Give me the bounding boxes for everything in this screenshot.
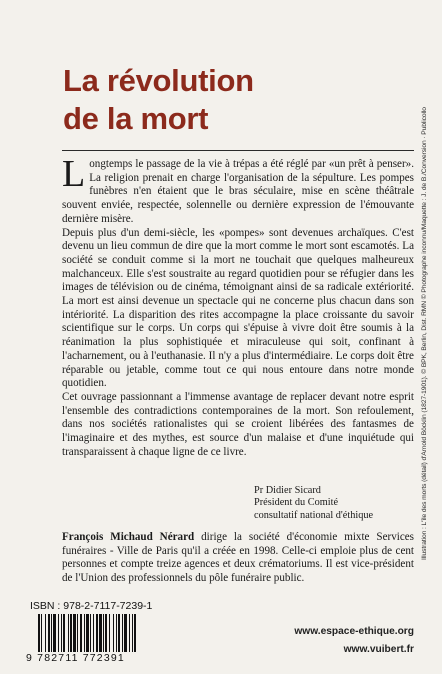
illustration-credits: Illustration : L'île des morts (détail) d'Arnold Böcklin (1827-1901). © BPK, Berlin, Dist. RMN © Photographe inconnu/Maquette : J. de B./Conversion · Publicollo <box>421 107 428 560</box>
drop-cap: L <box>62 153 86 195</box>
website-espace-ethique[interactable]: www.espace-ethique.org <box>294 626 414 637</box>
book-title <box>63 62 254 138</box>
title-line-1: La révolution <box>63 63 254 98</box>
barcode-image <box>26 614 166 654</box>
preface-signature <box>254 485 373 522</box>
barcode-number: 9 782711 772391 <box>26 652 125 664</box>
isbn: ISBN : 978-2-7117-7239-1 <box>30 600 153 612</box>
paragraph-2: Depuis plus d'un demi-siècle, les «pompes» sont devenues archaïques. C'est devenu un lieu commun de dire que la mort comme le mort sont escamotés. La société se conduit comme si la mort ne touchait que quelques malheureux malchanceux. Elle s'est soustraite au regard quotidien pour se réfugier dans les images de télévision ou de cinéma, témoignant ainsi de sa radicale extériorité. La mort est ainsi devenue un spectacle qui ne concerne plus chacun dans son intériorité. La disparition des rites accompagne la place croissante du savoir scientifique sur le corps. Un corps qui s'épuise à vivre doit être soumis à la réanimation la plus sophistiquée et miraculeuse qui soit, confinant à l'acharnement, ou à l'euthanasie. Il n'y a plus d'intermédiaire. Le corps doit être réparable ou jetable, comme tout ce qui nous entoure dans notre monde quotidien. <box>62 226 414 390</box>
title-line-2: de la mort <box>63 101 209 136</box>
blurb <box>62 153 414 459</box>
signature-committee: consultatif national d'éthique <box>254 509 374 521</box>
author-name: François Michaud Nérard <box>62 531 195 543</box>
top-rule <box>62 150 414 151</box>
paragraph-1 <box>62 153 414 227</box>
paragraph-3: Cet ouvrage passionnant a l'immense avantage de replacer devant notre esprit l'ensemble des contradictions contemporaines de la mort. Son refoulement, dans nos sociétés rationalistes qui se croient libérées des fantasmes de l'imaginaire et des mythes, est source d'un malaise et d'une inquiétude qui transparaissent à chaque ligne de ce livre. <box>62 390 414 458</box>
author-bio-text: dirige la société d'économie mixte Services funéraires - Ville de Paris qu'il a créée en 1998. Celle-ci emploie plus de cent personnes et compte treize agences et deux crématoriums. Il est vice-président de l'Union des professionnels du pôle funéraire public. <box>62 531 414 585</box>
website-vuibert[interactable]: www.vuibert.fr <box>343 644 414 655</box>
barcode-block <box>26 600 186 670</box>
paragraph-1-text: ongtemps le passage de la vie à trépas a été réglé par «un prêt à penser». La religion prenait en charge l'organisation de la sépulture. Les pompes funèbres n'en étaient que le bras séculaire, mise en scène théâtrale souvent enviée, respectée, solennelle ou dernière expression de l'émouvante dernière misère. <box>62 158 414 225</box>
signature-name: Pr Didier Sicard <box>254 485 321 496</box>
signature-role: Président du Comité <box>254 497 339 509</box>
author-bio <box>62 531 414 586</box>
